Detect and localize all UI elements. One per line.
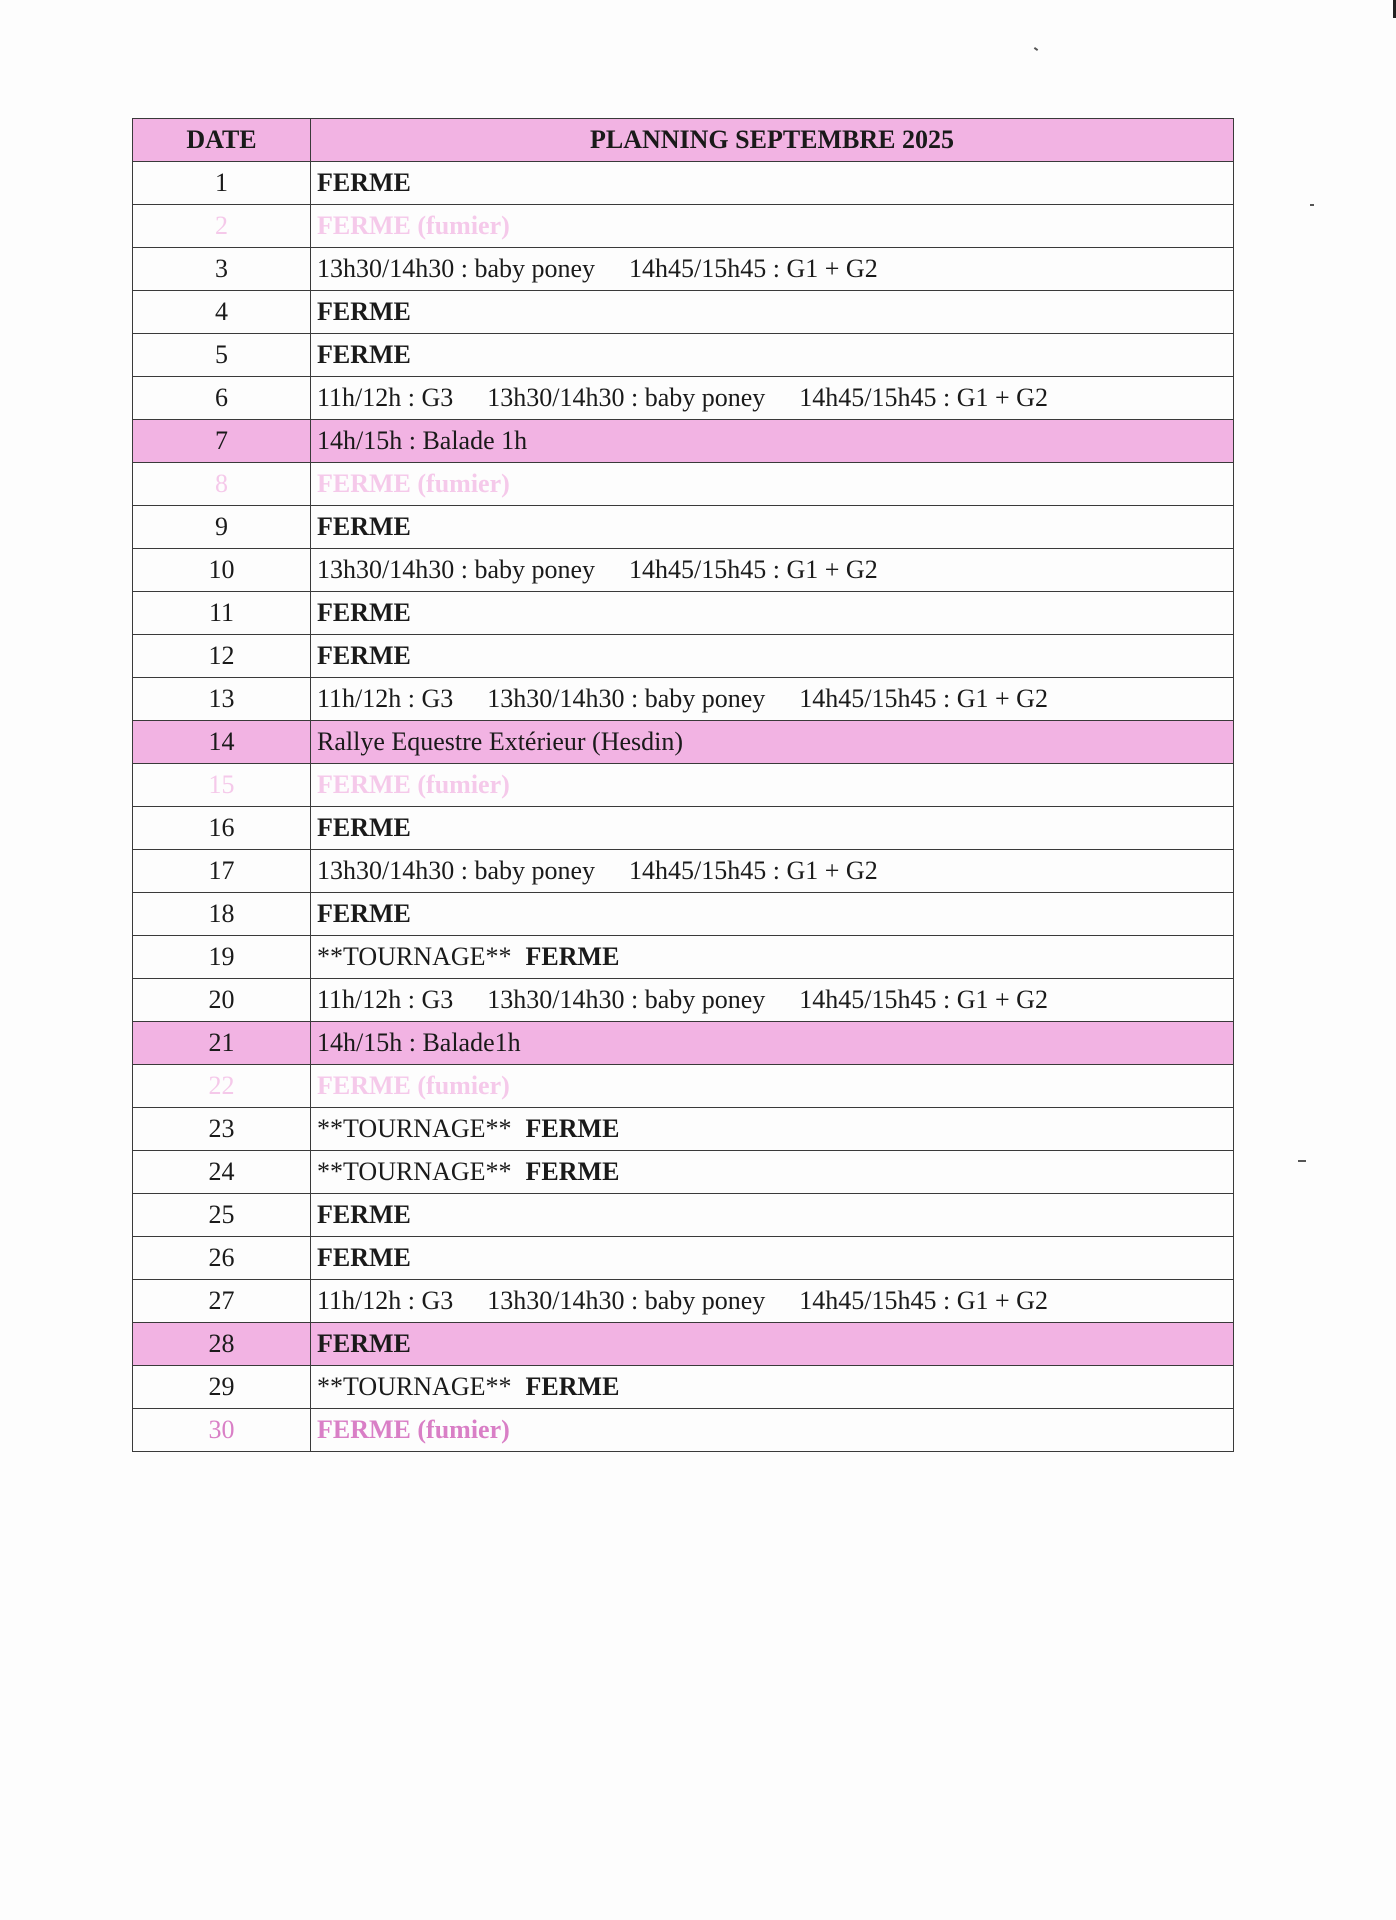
date-cell: 24 [133, 1151, 311, 1194]
table-header-row [133, 119, 1234, 162]
table-row [133, 334, 1234, 377]
planning-cell [311, 1151, 1234, 1194]
planning-segment: FERME [525, 1157, 620, 1186]
date-cell: 17 [133, 850, 311, 893]
table-row [133, 1108, 1234, 1151]
planning-segment: 13h30/14h30 : baby poney [317, 254, 596, 283]
planning-segment: FERME [525, 1372, 620, 1401]
planning-segment: FERME [525, 942, 620, 971]
planning-cell [311, 506, 1234, 549]
planning-cell [311, 1108, 1234, 1151]
table-row [133, 678, 1234, 721]
planning-segment: 11h/12h : G3 [317, 684, 454, 713]
date-cell: 21 [133, 1022, 311, 1065]
planning-segment: 14h/15h : Balade 1h [317, 426, 528, 455]
table-row [133, 1409, 1234, 1452]
planning-cell [311, 764, 1234, 807]
date-cell: 30 [133, 1409, 311, 1452]
planning-cell [311, 850, 1234, 893]
table-row [133, 979, 1234, 1022]
date-column-header: DATE [133, 119, 311, 162]
table-row [133, 377, 1234, 420]
planning-segment: FERME [317, 168, 411, 197]
planning-segment: 14h45/15h45 : G1 + G2 [629, 555, 878, 584]
date-cell: 28 [133, 1323, 311, 1366]
table-row [133, 893, 1234, 936]
date-cell: 19 [133, 936, 311, 979]
table-row [133, 1151, 1234, 1194]
planning-segment: **TOURNAGE** [317, 1157, 512, 1186]
planning-segment: 14h45/15h45 : G1 + G2 [799, 684, 1048, 713]
date-cell: 14 [133, 721, 311, 764]
planning-segment: FERME (fumier) [317, 211, 510, 240]
planning-rows [133, 162, 1234, 1452]
scan-speck [1310, 204, 1314, 206]
date-cell: 6 [133, 377, 311, 420]
planning-cell [311, 334, 1234, 377]
planning-segment: FERME [317, 1243, 411, 1272]
date-cell: 26 [133, 1237, 311, 1280]
planning-segment: FERME [317, 297, 411, 326]
planning-cell [311, 1237, 1234, 1280]
planning-segment: **TOURNAGE** [317, 942, 512, 971]
date-cell: 22 [133, 1065, 311, 1108]
planning-segment: 13h30/14h30 : baby poney [317, 555, 596, 584]
planning-segment: 13h30/14h30 : baby poney [487, 684, 766, 713]
planning-cell [311, 463, 1234, 506]
planning-cell [311, 162, 1234, 205]
planning-segment: FERME [317, 899, 411, 928]
table-row [133, 1280, 1234, 1323]
planning-segment: 14h45/15h45 : G1 + G2 [799, 985, 1048, 1014]
table-row [133, 549, 1234, 592]
planning-segment: FERME [317, 1329, 411, 1358]
planning-cell [311, 678, 1234, 721]
planning-segment: 14h45/15h45 : G1 + G2 [799, 1286, 1048, 1315]
planning-segment: 14h45/15h45 : G1 + G2 [629, 856, 878, 885]
planning-cell [311, 807, 1234, 850]
planning-cell [311, 592, 1234, 635]
table-row [133, 1323, 1234, 1366]
planning-segment: Rallye Equestre Extérieur (Hesdin) [317, 727, 684, 756]
table-row [133, 463, 1234, 506]
planning-column-header: PLANNING SEPTEMBRE 2025 [311, 119, 1234, 162]
table-row [133, 420, 1234, 463]
planning-segment: FERME (fumier) [317, 770, 510, 799]
table-row [133, 764, 1234, 807]
planning-cell [311, 1323, 1234, 1366]
planning-cell [311, 1280, 1234, 1323]
table-row [133, 936, 1234, 979]
table-row [133, 592, 1234, 635]
date-cell: 13 [133, 678, 311, 721]
planning-cell [311, 1366, 1234, 1409]
planning-segment: 13h30/14h30 : baby poney [487, 1286, 766, 1315]
date-cell: 23 [133, 1108, 311, 1151]
scan-speck [1298, 1160, 1306, 1162]
planning-segment: 11h/12h : G3 [317, 383, 454, 412]
planning-cell [311, 1409, 1234, 1452]
date-cell: 16 [133, 807, 311, 850]
planning-cell [311, 291, 1234, 334]
planning-cell [311, 979, 1234, 1022]
date-cell: 25 [133, 1194, 311, 1237]
planning-cell [311, 377, 1234, 420]
date-cell: 7 [133, 420, 311, 463]
date-cell: 11 [133, 592, 311, 635]
table-row [133, 1065, 1234, 1108]
planning-cell [311, 205, 1234, 248]
date-cell: 18 [133, 893, 311, 936]
date-cell: 8 [133, 463, 311, 506]
planning-segment: FERME (fumier) [317, 1071, 510, 1100]
planning-cell [311, 248, 1234, 291]
planning-segment: 14h45/15h45 : G1 + G2 [799, 383, 1048, 412]
date-cell: 12 [133, 635, 311, 678]
planning-segment: FERME [317, 340, 411, 369]
planning-segment: 13h30/14h30 : baby poney [487, 985, 766, 1014]
date-cell: 3 [133, 248, 311, 291]
table-row [133, 1022, 1234, 1065]
table-row [133, 1366, 1234, 1409]
date-cell: 15 [133, 764, 311, 807]
planning-segment: FERME [317, 641, 411, 670]
table-row [133, 850, 1234, 893]
date-cell: 20 [133, 979, 311, 1022]
planning-segment: 11h/12h : G3 [317, 1286, 454, 1315]
planning-cell [311, 549, 1234, 592]
date-cell: 4 [133, 291, 311, 334]
date-cell: 9 [133, 506, 311, 549]
table-row [133, 291, 1234, 334]
planning-segment: FERME [317, 1200, 411, 1229]
date-cell: 1 [133, 162, 311, 205]
planning-cell [311, 893, 1234, 936]
planning-cell [311, 420, 1234, 463]
planning-segment: FERME [317, 813, 411, 842]
planning-cell [311, 635, 1234, 678]
planning-segment: FERME [317, 512, 411, 541]
table-row [133, 1237, 1234, 1280]
planning-segment: 14h/15h : Balade1h [317, 1028, 521, 1057]
planning-cell [311, 721, 1234, 764]
planning-segment: FERME (fumier) [317, 469, 510, 498]
planning-segment: FERME (fumier) [317, 1415, 510, 1444]
planning-segment: 11h/12h : G3 [317, 985, 454, 1014]
planning-segment: FERME [317, 598, 411, 627]
date-cell: 5 [133, 334, 311, 377]
planning-segment: **TOURNAGE** [317, 1372, 512, 1401]
table-row [133, 162, 1234, 205]
planning-cell [311, 1194, 1234, 1237]
planning-table [132, 118, 1234, 1452]
date-cell: 29 [133, 1366, 311, 1409]
date-cell: 2 [133, 205, 311, 248]
planning-cell [311, 936, 1234, 979]
table-row [133, 721, 1234, 764]
scan-speck [1034, 47, 1038, 51]
table-row [133, 635, 1234, 678]
planning-segment: 13h30/14h30 : baby poney [317, 856, 596, 885]
planning-cell [311, 1065, 1234, 1108]
table-row [133, 506, 1234, 549]
table-row [133, 205, 1234, 248]
table-row [133, 807, 1234, 850]
date-cell: 10 [133, 549, 311, 592]
date-cell: 27 [133, 1280, 311, 1323]
planning-segment: 14h45/15h45 : G1 + G2 [629, 254, 878, 283]
planning-segment: **TOURNAGE** [317, 1114, 512, 1143]
planning-cell [311, 1022, 1234, 1065]
table-row [133, 248, 1234, 291]
planning-segment: FERME [525, 1114, 620, 1143]
table-row [133, 1194, 1234, 1237]
planning-segment: 13h30/14h30 : baby poney [487, 383, 766, 412]
